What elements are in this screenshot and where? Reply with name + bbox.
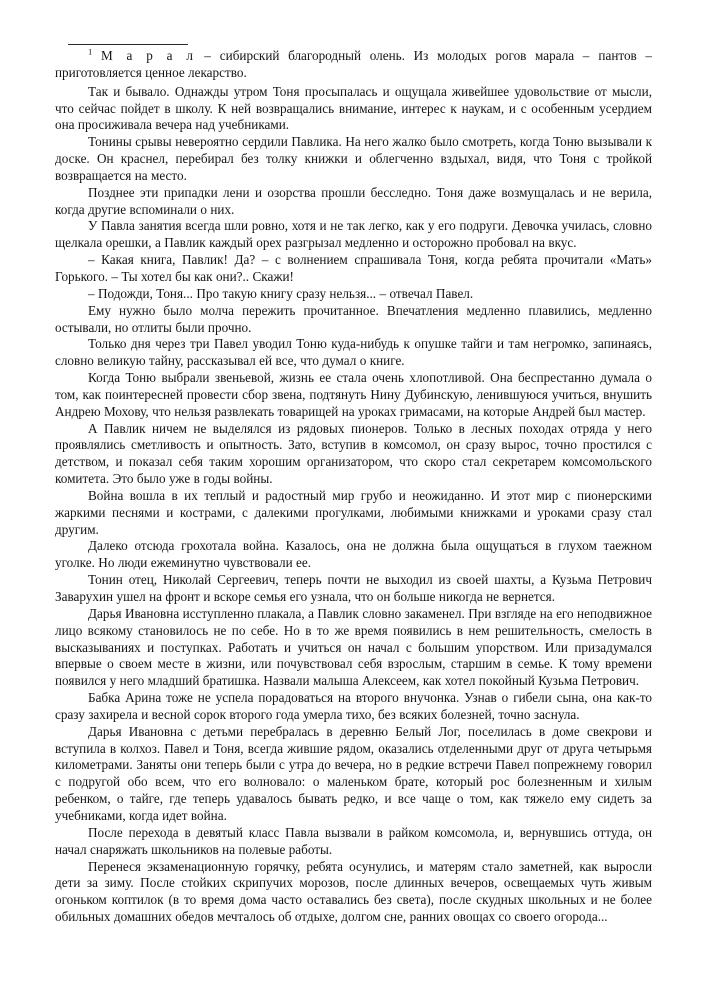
footnote-term: М а р а л [100,48,196,63]
paragraph: Дарья Ивановна исступленно плакала, а Павлик словно закаменел. При взгляде на его неподвижное лицо всякому становилось не по себе. Но в то же время появились в нем решительность, смелость в высказываниях и поступках. Работать и учиться он начал с большим упорством. Или призадумался впервые о своем месте в жизни, или почувствовал себя взрослым, старшим в семье. К тому времени появился у него младший братишка. Назвали малыша Алексеем, как хотел покойный Кузьма Петрович. [55,605,652,689]
paragraph: Ему нужно было молча пережить прочитанное. Впечатления медленно плавились, медленно остывали, но отлиты были прочно. [55,302,652,335]
paragraph: Тонины срывы невероятно сердили Павлика. На него жалко было смотреть, когда Тоню вызывали к доске. Он краснел, перебирал без толку книжки и облегченно вздыхал, видя, что Тоня с тройкой возвращается на место. [55,134,652,183]
text-column [55,44,652,926]
paragraph: Тонин отец, Николай Сергеевич, теперь почти не выходил из своей шахты, а Кузьма Петрович Заварухин ушел на фронт и вскоре семья его узнала, что он больше никогда не вернется. [55,572,652,604]
dialogue-paragraph: – Какая книга, Павлик! Да? – с волнением спрашивала Тоня, когда ребята прочитали «Мать» Горького. – Ты хотел бы как они?.. Скажи! [55,252,652,284]
paragraph: Когда Тоню выбрали звеньевой, жизнь ее стала очень хлопотливой. Она беспрестанно думала о том, как поинтересней провести сбор звена, подтянуть Нину Дубинскую, ленившуюся учиться, внушить Андрею Мохову, что нельзя развлекать товарищей на уроках гримасами, на которые Андрей был мастер. [55,370,652,419]
dialogue-paragraph: – Подожди, Тоня... Про такую книгу сразу нельзя... – отвечал Павел. [88,285,474,301]
paragraph: Позднее эти припадки лени и озорства прошли бесследно. Тоня даже возмущалась и не верила, когда другие вспоминали о них. [55,184,652,217]
paragraph: Так и бывало. Однажды утром Тоня просыпалась и ощущала живейшее удовольствие от мысли, что сейчас пойдет в школу. К ней возвращались внимание, интерес к наукам, и с особенным усердием она просиживала вечера над учебниками. [55,83,652,133]
body-text [55,84,652,926]
paragraph: Бабка Арина тоже не успела порадоваться на второго внучонка. Узнав о гибели сына, она как-то сразу захирела и весной сорок второго года умерла тихо, без всяких болезней, точно заснула. [55,690,652,722]
footnote-block [55,44,652,82]
paragraph: Далеко отсюда грохотала война. Казалось, она не должна была ощущаться в глухом таежном уголке. Но люди ежеминутно чувствовали ее. [55,538,652,571]
footnote-separator-rule [68,44,188,45]
footnote-entry [55,48,652,82]
paragraph: У Павла занятия всегда шли ровно, хотя и не так легко, как у его подруги. Девочка училась, словно щелкала орешки, а Павлик каждый орех разгрызал медленно и осторожно пробовал на вкус. [55,218,652,251]
paragraph: Война вошла в их теплый и радостный мир грубо и неожиданно. И этот мир с пионерскими жаркими песнями и кострами, с далекими прогулками, любимыми книжками и уроками сразу стал другим. [55,487,652,537]
paragraph: Только дня через три Павел уводил Тоню куда-нибудь к опушке тайги и там негромко, запинаясь, словно великую тайну, рассказывал ей все, что думал о книге. [55,336,652,369]
paragraph: А Павлик ничем не выделялся из рядовых пионеров. Только в лесных походах отряда у него проявлялись сметливость и опытность. Зато, вступив в комсомол, он сразу вырос, точно простился с детством, и показал себя таким хорошим организатором, что скоро стал секретарем комсомольского комитета. Это было уже в годы войны. [55,420,652,487]
footnote-dash: – [204,48,211,63]
paragraph: После перехода в девятый класс Павла вызвали в райком комсомола, и, вернувшись оттуда, он начал снаряжать школьников на полевые работы. [55,824,652,857]
paragraph: Перенеся экзаменационную горячку, ребята осунулись, и матерям стало заметней, как выросли дети за зиму. После стойких скрипучих морозов, после длинных вечеров, освещаемых чуть живым огоньком коптилок (в то время дома часто оставались без света), после скудных школьных и не более обильных домашних обедов мечталось об отдыхе, долгом сне, ранних овощах со своего огорода... [55,858,652,925]
paragraph: Дарья Ивановна с детьми перебралась в деревню Белый Лог, поселилась в доме свекрови и вступила в колхоз. Павел и Тоня, всегда жившие рядом, оказались отделенными друг от друга четырьмя километрами. Заняты они теперь были с утра до вечера, но в редкие встречи Павел попрежнему говорил с подругой обо всем, что его волновало: о маленьком брате, который рос болезненным и хилым ребенком, о тайге, где теперь удавалось бывать редко, и все чаще о том, как тяжело ему сидеть за учебниками, когда идет война. [55,723,652,823]
footnote-marker: 1 [88,46,93,57]
footnote-definition: сибирский благородный олень. Из молодых рогов марала – [219,48,590,63]
footnote-definition-tail: пантов – [598,48,653,63]
footnote-continuation: приготовляется ценное лекарство. [55,64,247,80]
